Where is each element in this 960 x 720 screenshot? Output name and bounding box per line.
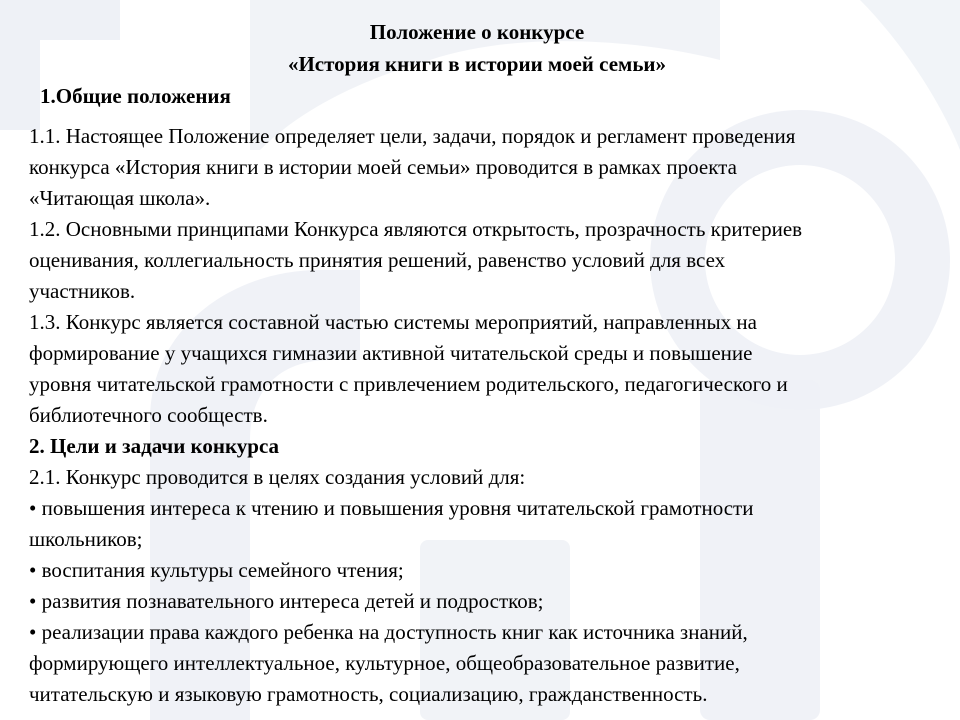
bullet-item-4: [29, 617, 934, 648]
section2-intro: 2.1. Конкурс проводится в целях создания условий для:: [29, 465, 526, 489]
bullet-icon: •: [29, 589, 37, 613]
paragraph-line: уровня читательской грамотности с привлечением родительского, педагогического и: [29, 372, 788, 396]
paragraph-line: формирование у учащихся гимназии активной читательской среды и повышение: [29, 341, 753, 365]
bullet-item-3: [29, 586, 934, 617]
section1-heading: 1.Общие положения: [40, 84, 231, 108]
bullet-icon: •: [29, 620, 37, 644]
paragraph-line: 1.1. Настоящее Положение определяет цели, задачи, порядок и регламент проведения: [29, 124, 796, 148]
bullet-text: повышения интереса к чтению и повышения уровня читательской грамотности: [36, 496, 754, 520]
paragraph-line: участников.: [29, 279, 136, 303]
paragraph-line: библиотечного сообществ.: [29, 403, 268, 427]
bullet-item-4-continuation: читательскую и языковую грамотность, социализацию, гражданственность.: [29, 682, 708, 706]
bullet-item-4-continuation: формирующего интеллектуальное, культурное, общеобразовательное развитие,: [29, 651, 740, 675]
paragraph-line: 1.3. Конкурс является составной частью системы мероприятий, направленных на: [29, 310, 757, 334]
paragraph-line: 1.2. Основными принципами Конкурса являются открытость, прозрачность критериев: [29, 217, 803, 241]
bullet-text: воспитания культуры семейного чтения;: [36, 558, 404, 582]
bullet-item-1: [29, 493, 934, 524]
document-title-line2: «История книги в истории моей семьи»: [287, 52, 667, 76]
bullet-item-1-continuation: школьников;: [29, 527, 143, 551]
paragraph-line: конкурса «История книги в истории моей семьи» проводится в рамках проекта: [29, 155, 737, 179]
paragraph-line: оценивания, коллегиальность принятия решений, равенство условий для всех: [29, 248, 726, 272]
document-title-line1: Положение о конкурсе: [369, 20, 585, 44]
section2-heading: 2. Цели и задачи конкурса: [29, 434, 280, 458]
document-body: [29, 121, 934, 710]
bullet-text: развития познавательного интереса детей и подростков;: [36, 589, 544, 613]
bullet-icon: •: [29, 558, 37, 582]
bullet-icon: •: [29, 496, 37, 520]
paragraph-line: «Читающая школа».: [29, 186, 211, 210]
bullet-text: реализации права каждого ребенка на доступность книг как источника знаний,: [36, 620, 748, 644]
bullet-item-2: [29, 555, 934, 586]
